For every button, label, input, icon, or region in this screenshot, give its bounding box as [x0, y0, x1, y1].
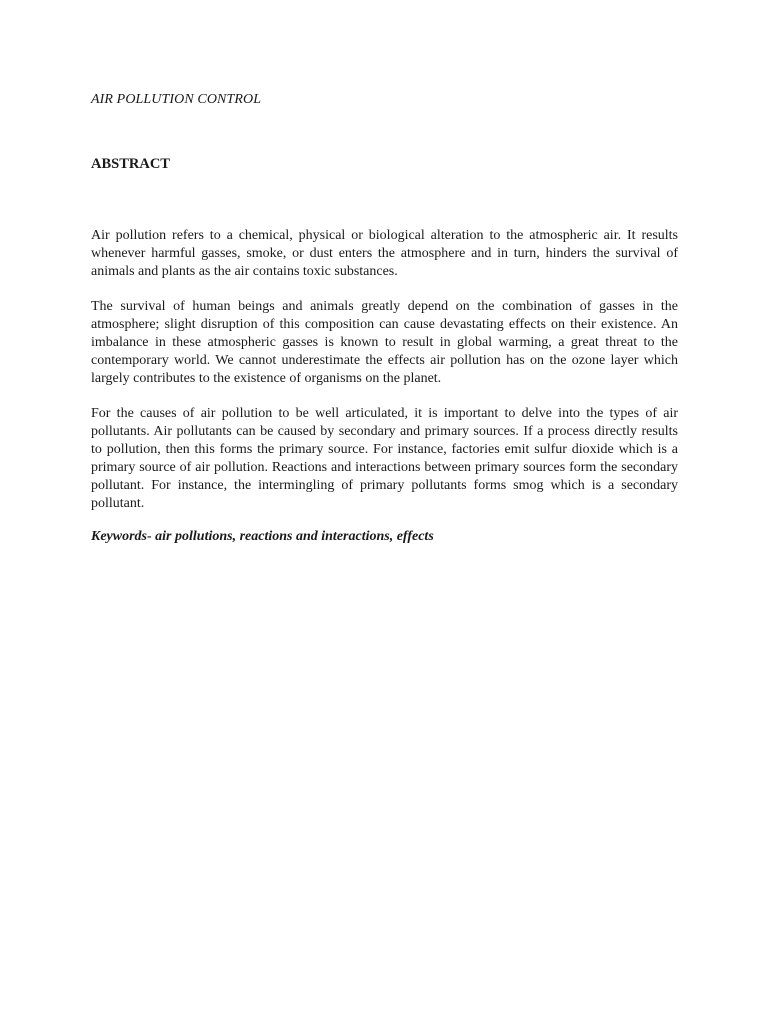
abstract-heading: ABSTRACT	[91, 156, 170, 172]
keywords-line: Keywords- air pollutions, reactions and interactions, effects	[91, 529, 434, 544]
document-title: AIR POLLUTION CONTROL	[91, 92, 262, 107]
abstract-paragraph-1: Air pollution refers to a chemical, physical or biological alteration to the atmospheric air. It results whenever harmful gasses, smoke, or dust enters the atmosphere and in turn, hinders the survival of animals and plants as the air contains toxic substances.	[91, 228, 678, 279]
abstract-paragraph-3: For the causes of air pollution to be well articulated, it is important to delve into the types of air pollutants. Air pollutants can be caused by secondary and primary sources. If a process directly results to pollution, then this forms the primary source. For instance, factories emit sulfur dioxide which is a primary source of air pollution. Reactions and interactions between primary sources form the secondary pollutant. For instance, the intermingling of primary pollutants forms smog which is a secondary pollutant.	[91, 406, 678, 511]
abstract-paragraph-2: The survival of human beings and animals greatly depend on the combination of gasses in the atmosphere; slight disruption of this composition can cause devastating effects on their existence. An imbalance in these atmospheric gasses is known to result in global warming, a great threat to the contemporary world. We cannot underestimate the effects air pollution has on the ozone layer which largely contributes to the existence of organisms on the planet.	[91, 299, 678, 386]
